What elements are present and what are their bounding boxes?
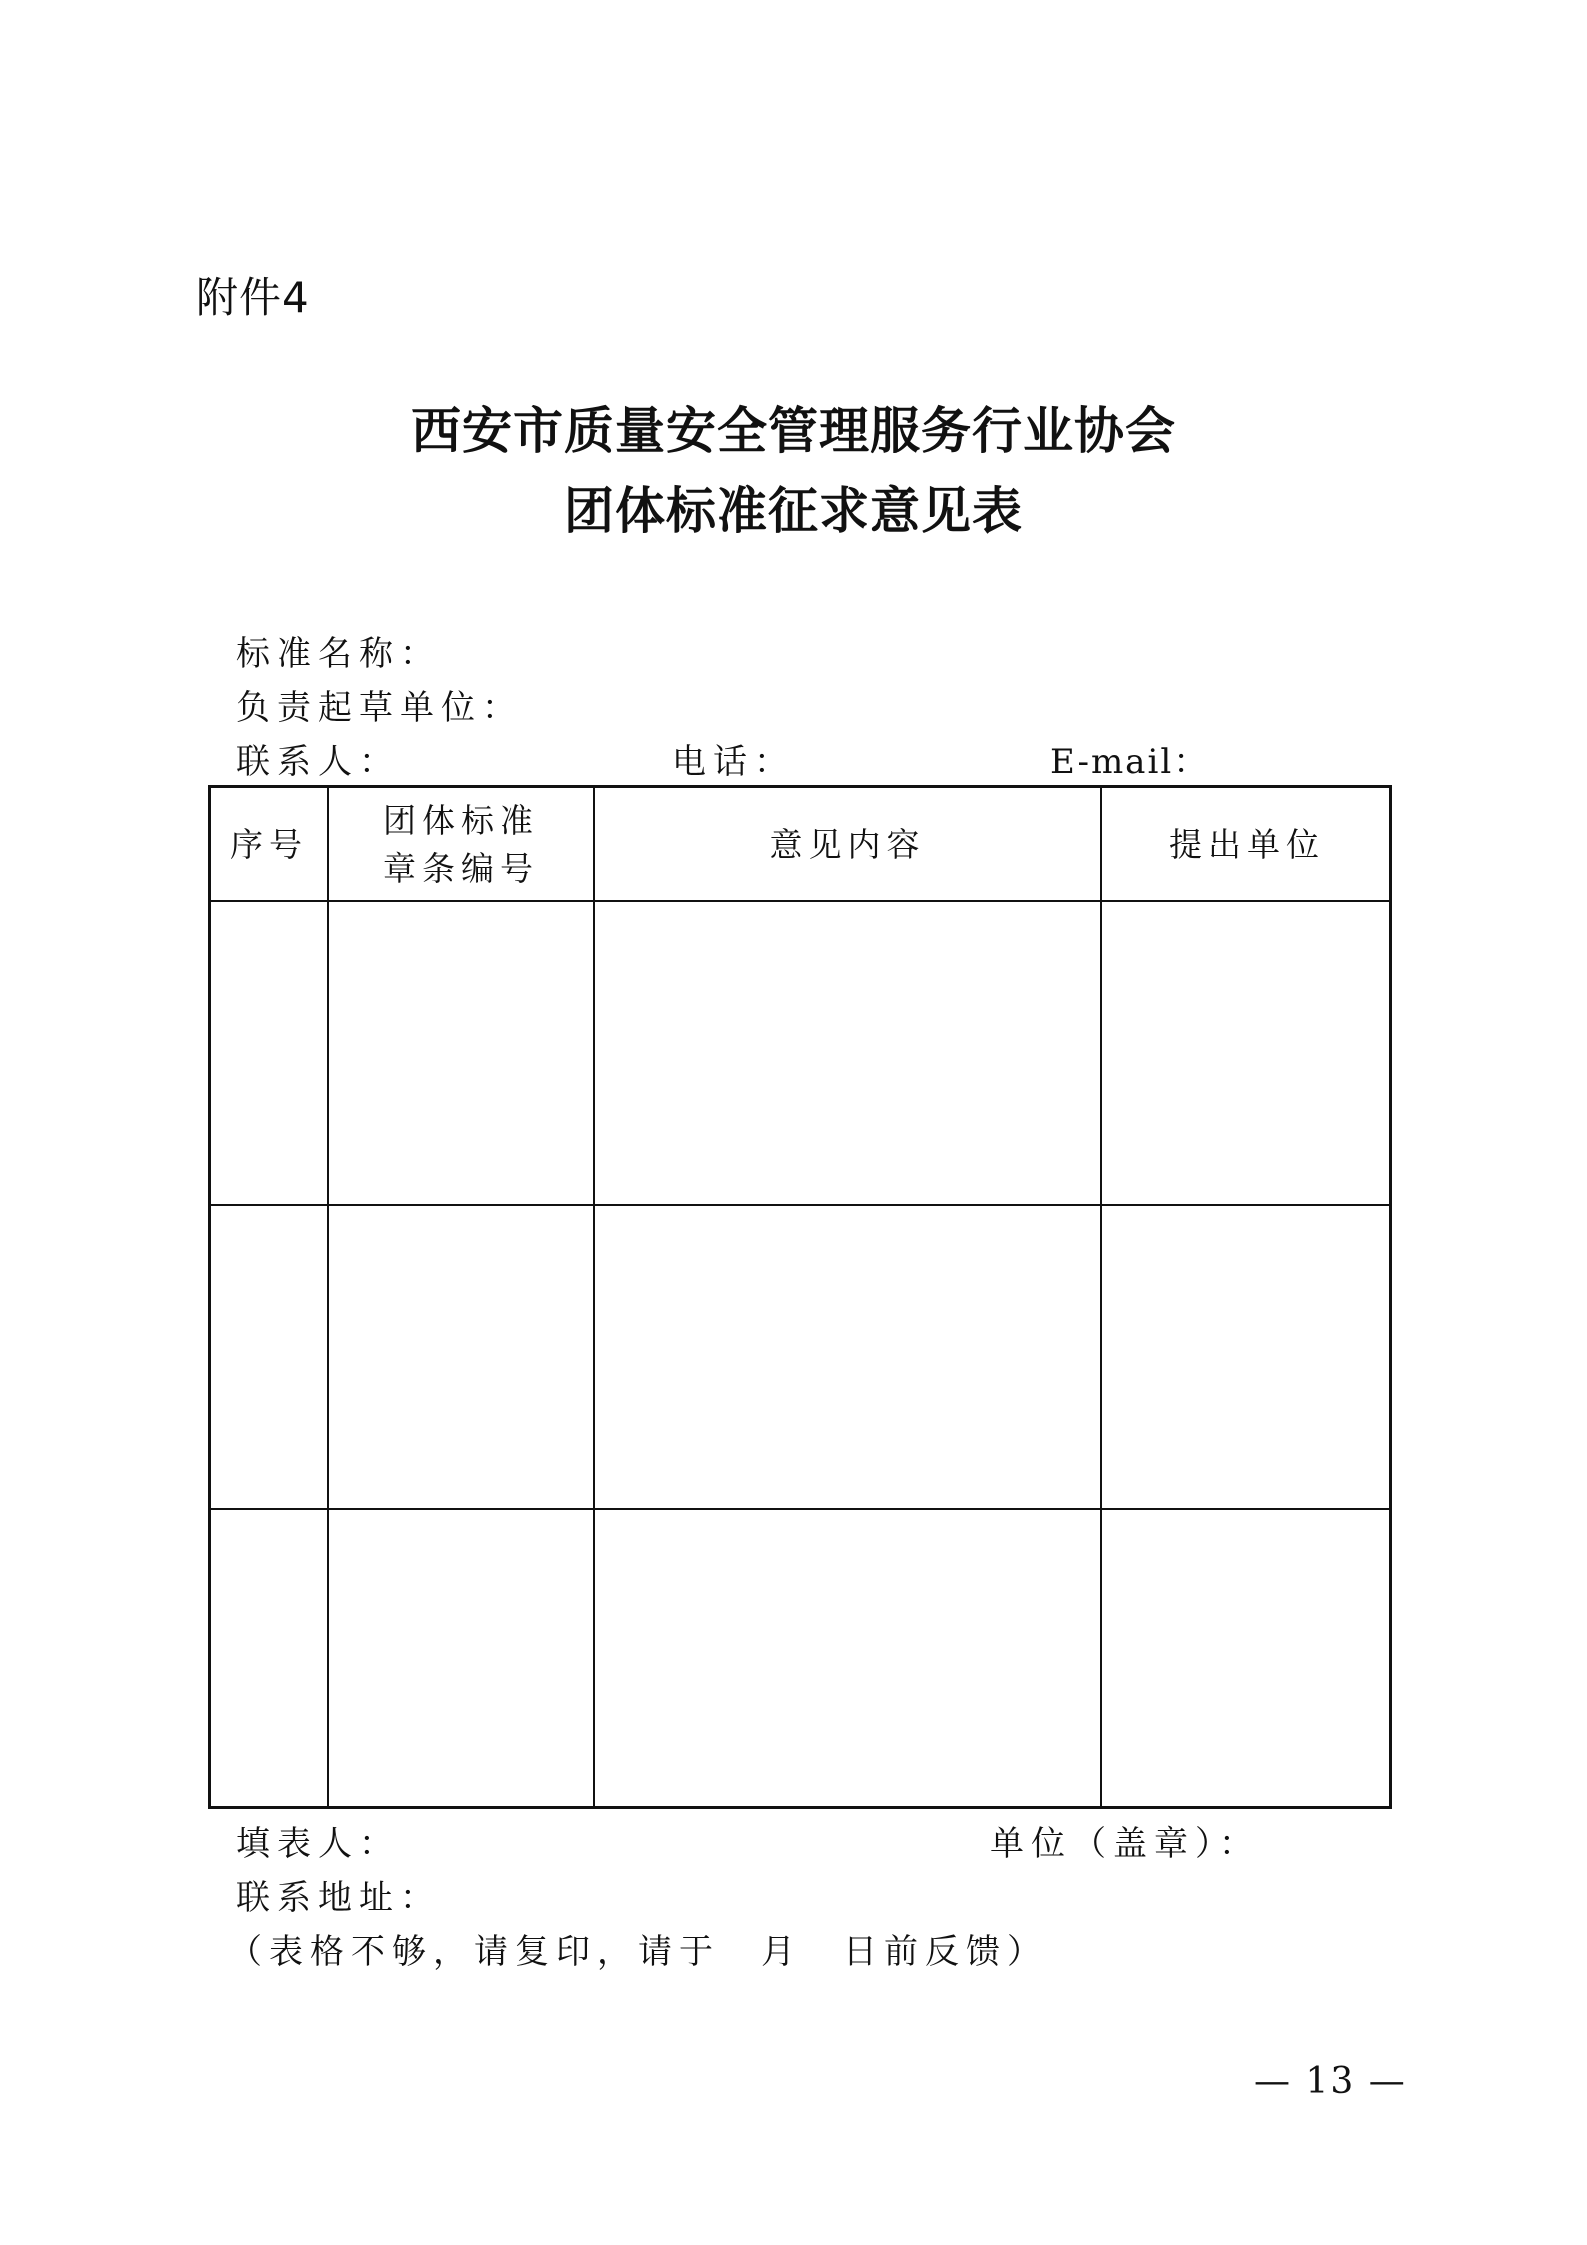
header-content xyxy=(595,788,1100,901)
phone-label: 电话： xyxy=(672,742,795,782)
drafting-unit-label: 负责起草单位： xyxy=(236,688,523,728)
header-clause-line1: 团体标准 xyxy=(383,800,539,840)
document-title-line1: 西安市质量安全管理服务行业协会 xyxy=(411,401,1176,460)
contact-person-label: 联系人： xyxy=(236,742,400,782)
header-unit-label: 提出单位 xyxy=(1169,824,1325,864)
table-row[interactable] xyxy=(211,902,1389,1204)
page-number: — 13 — xyxy=(1254,2061,1407,2102)
header-unit xyxy=(1102,788,1392,901)
header-content-label: 意见内容 xyxy=(769,824,926,864)
document-title-line2: 团体标准征求意见表 xyxy=(564,481,1023,540)
standard-name-label: 标准名称： xyxy=(236,634,441,674)
feedback-note: （表格不够，请复印，请于 月 日前反馈） xyxy=(228,1932,1048,1972)
unit-seal-label: 单位（盖章）： xyxy=(990,1824,1260,1864)
header-seq-label: 序号 xyxy=(230,824,308,864)
attachment-label: 附件4 xyxy=(196,273,310,322)
filler-label: 填表人： xyxy=(236,1824,400,1864)
address-label: 联系地址： xyxy=(236,1878,441,1918)
header-clause-line2: 章条编号 xyxy=(383,848,539,888)
header-clause xyxy=(329,788,593,901)
header-seq xyxy=(211,788,327,901)
opinion-table xyxy=(208,785,1392,1809)
table-row[interactable] xyxy=(211,1206,1389,1508)
table-row[interactable] xyxy=(211,1510,1389,1806)
email-label: E-mail： xyxy=(1050,742,1210,782)
